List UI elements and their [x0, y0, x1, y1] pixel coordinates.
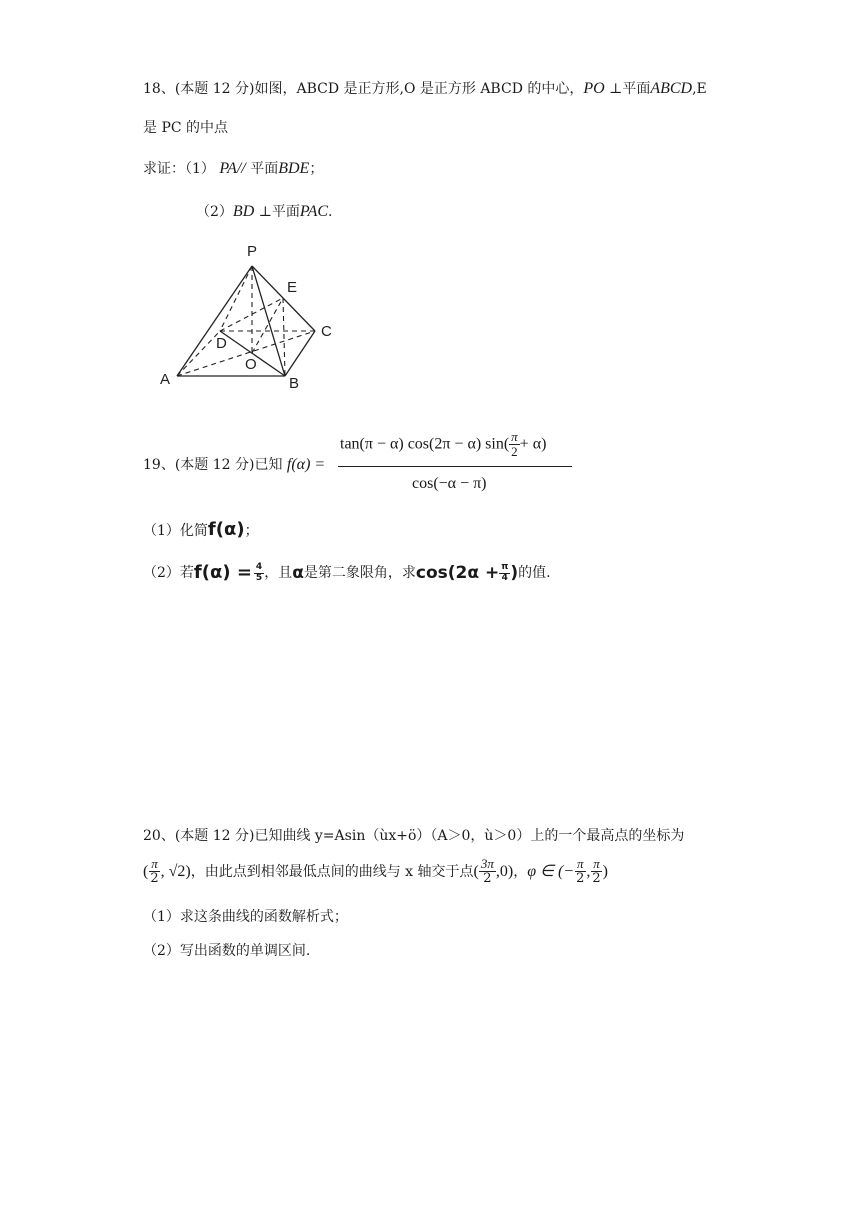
pyramid-figure	[155, 238, 355, 398]
q18-abcd: ABCD	[650, 80, 693, 97]
q20-pt-open: (	[143, 862, 149, 880]
q18-p2-plane: 平面	[271, 204, 300, 220]
q19-numerator	[340, 430, 546, 460]
q18-prove-2	[196, 204, 332, 220]
label-a: A	[160, 371, 171, 388]
q19-num-text: tan(π − α) cos(2π − α) sin(	[340, 435, 510, 453]
q18-plane-word: 平面	[622, 81, 651, 97]
q19-denominator: cos(−α − π)	[412, 475, 487, 492]
q19-prefix	[143, 457, 325, 473]
q20-3pi-over-2: $\frac{3\pi}{2}$	[480, 856, 494, 887]
q18-line1	[143, 81, 707, 97]
q18-p2-perp: ⊥	[258, 204, 272, 220]
q18-e: ,E	[692, 81, 707, 97]
q19-part2-end: 的值.	[518, 565, 551, 582]
q20-pt2-rest: ,0)	[495, 862, 514, 880]
q19-part2-comma: ，且	[264, 565, 293, 582]
q19-intro: 19、(本题 12 分)已知	[143, 457, 283, 473]
edge-eb	[283, 298, 285, 376]
q18-bd: BD	[232, 203, 255, 220]
edge-oe	[252, 298, 283, 353]
q19-part1-end: ；	[244, 523, 259, 539]
q20-comma: ，	[513, 863, 528, 880]
q20-phi-frac2: $\frac{\pi}{2}$	[592, 856, 601, 887]
q19-f-alpha: f(α) =	[286, 456, 326, 473]
q19-part2-f: f(α) =	[193, 562, 252, 584]
q19-part2-label: （2）若	[143, 565, 194, 582]
q18-p1-plane: 平面	[245, 161, 279, 177]
q19-part2-cos: cos(2α +	[415, 562, 500, 583]
q18-bde: BDE	[278, 160, 310, 177]
q19-part2	[143, 563, 551, 584]
q18-prove-1	[143, 161, 323, 177]
q18-po: PO	[583, 80, 605, 97]
q20-phi-end: )	[602, 862, 608, 880]
q18-prove-label: 求证：（1）	[143, 161, 215, 177]
q19-part1-f: f(α)	[207, 519, 245, 540]
q19-part1	[143, 521, 259, 539]
q19-fraction-bar	[338, 466, 572, 467]
q18-pac: PAC	[299, 203, 329, 220]
label-p: P	[247, 243, 258, 260]
q18-parallel: //	[236, 160, 246, 177]
edge-pd	[220, 266, 252, 331]
q20-mid-text: ，由此点到相邻最低点间的曲线与 x 轴交于点	[190, 863, 474, 880]
q19-pi-over-4: $\frac{\pi}{4}$	[501, 562, 509, 583]
q19-part1-label: （1）化简	[143, 523, 208, 539]
edge-bc	[285, 331, 315, 376]
label-d: D	[216, 335, 227, 352]
q20-phi: φ ∈ (−	[527, 862, 575, 880]
q19-part2-text: 是第二象限角，求	[303, 565, 416, 582]
edge-pa	[177, 266, 252, 376]
q20-line1: 20、(本题 12 分)已知曲线 y=Asin（ùx+ö）（A＞0，ù＞0）上的一个最高点的坐标为	[143, 828, 685, 844]
q19-four-fifths: $\frac{4}{5}$	[255, 562, 263, 583]
q20-part1: （1）求这条曲线的函数解析式；	[143, 909, 348, 925]
q20-line2	[143, 857, 608, 887]
q18-line2: 是 PC 的中点	[143, 120, 229, 136]
label-b: B	[289, 375, 300, 392]
q18-p1-end: ；	[309, 161, 324, 177]
q18-intro: 18、(本题 12 分)如图，ABCD 是正方形,O 是正方形 ABCD 的中心，	[143, 81, 584, 97]
q19-part2-alpha: α	[292, 562, 304, 583]
label-o: O	[245, 356, 257, 373]
q19-part2-cos-end: )	[510, 562, 519, 583]
q20-pi-over-2: $\frac{\pi}{2}$	[150, 856, 159, 887]
label-e: E	[287, 279, 298, 296]
q20-part2: （2）写出函数的单调区间.	[143, 943, 311, 959]
q19-pi-over-2: $\frac{\pi}{2}$	[511, 429, 518, 460]
q18-p2-end: .	[328, 204, 333, 220]
q20-pt-rest: , √2)	[160, 862, 191, 880]
q19-num-end: + α)	[519, 435, 547, 453]
q18-pa: PA	[219, 160, 237, 177]
q20-phi-frac1: $\frac{\pi}{2}$	[576, 856, 585, 887]
q18-p2-label: （2）	[196, 204, 233, 220]
q18-perp-symbol: ⊥	[609, 81, 623, 97]
q20-pt2-open: (	[473, 862, 479, 880]
label-c: C	[321, 323, 332, 340]
q20-phi-mid: ,	[586, 862, 591, 880]
